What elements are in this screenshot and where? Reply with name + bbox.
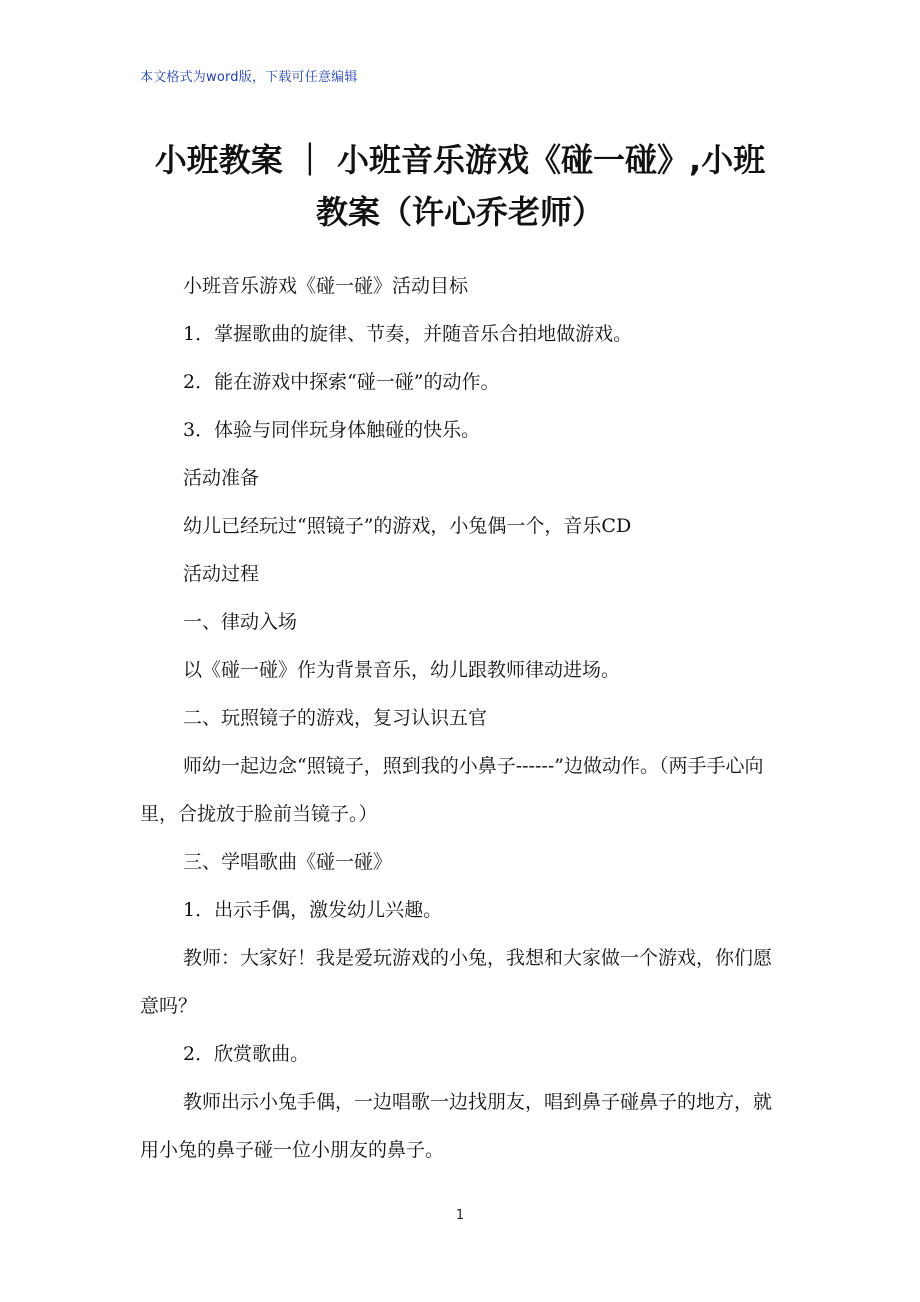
paragraph-objectives-heading: 小班音乐游戏《碰一碰》活动目标 <box>183 275 469 297</box>
paragraph-step-3-2: 2．欣赏歌曲。 <box>183 1043 310 1065</box>
paragraph-step-3-heading: 三、学唱歌曲《碰一碰》 <box>183 851 393 873</box>
paragraph-preparation-heading: 活动准备 <box>183 467 260 489</box>
paragraph-step-1-heading: 一、律动入场 <box>183 611 298 633</box>
page-number: 1 <box>455 1208 465 1223</box>
paragraph-step-2: 师幼一起边念“照镜子，照到我的小鼻子------”边做动作。（两手手心向里，合拢放于脸前当镜子。） <box>140 755 764 825</box>
header-note: 本文格式为word版，下载可任意编辑 <box>140 70 358 85</box>
paragraph-objective-2: 2．能在游戏中探索“碰一碰”的动作。 <box>183 371 500 393</box>
paragraph-objective-3: 3．体验与同伴玩身体触碰的快乐。 <box>183 419 481 441</box>
paragraph-step-3-2-detail: 教师出示小兔手偶，一边唱歌一边找朋友，唱到鼻子碰鼻子的地方，就用小兔的鼻子碰一位小朋友的鼻子。 <box>140 1091 773 1161</box>
document-body <box>140 262 785 1174</box>
paragraph-objective-1: 1．掌握歌曲的旋律、节奏，并随音乐合拍地做游戏。 <box>183 323 633 345</box>
paragraph-step-2-heading: 二、玩照镜子的游戏，复习认识五官 <box>183 707 488 729</box>
paragraph-process-heading: 活动过程 <box>183 563 260 585</box>
paragraph-step-1: 以《碰一碰》作为背景音乐，幼儿跟教师律动进场。 <box>183 659 621 681</box>
paragraph-preparation: 幼儿已经玩过“照镜子”的游戏，小兔偶一个，音乐CD <box>183 515 632 537</box>
paragraph-step-3-1: 1．出示手偶，激发幼儿兴趣。 <box>183 899 443 921</box>
title-line-1: 小班教案 ｜ 小班音乐游戏《碰一碰》,小班 <box>154 141 766 179</box>
paragraph-teacher-line: 教师：大家好！我是爱玩游戏的小兔，我想和大家做一个游戏，你们愿意吗？ <box>140 947 773 1017</box>
title-line-2: 教案（许心乔老师） <box>315 193 604 231</box>
document-title <box>140 134 780 238</box>
